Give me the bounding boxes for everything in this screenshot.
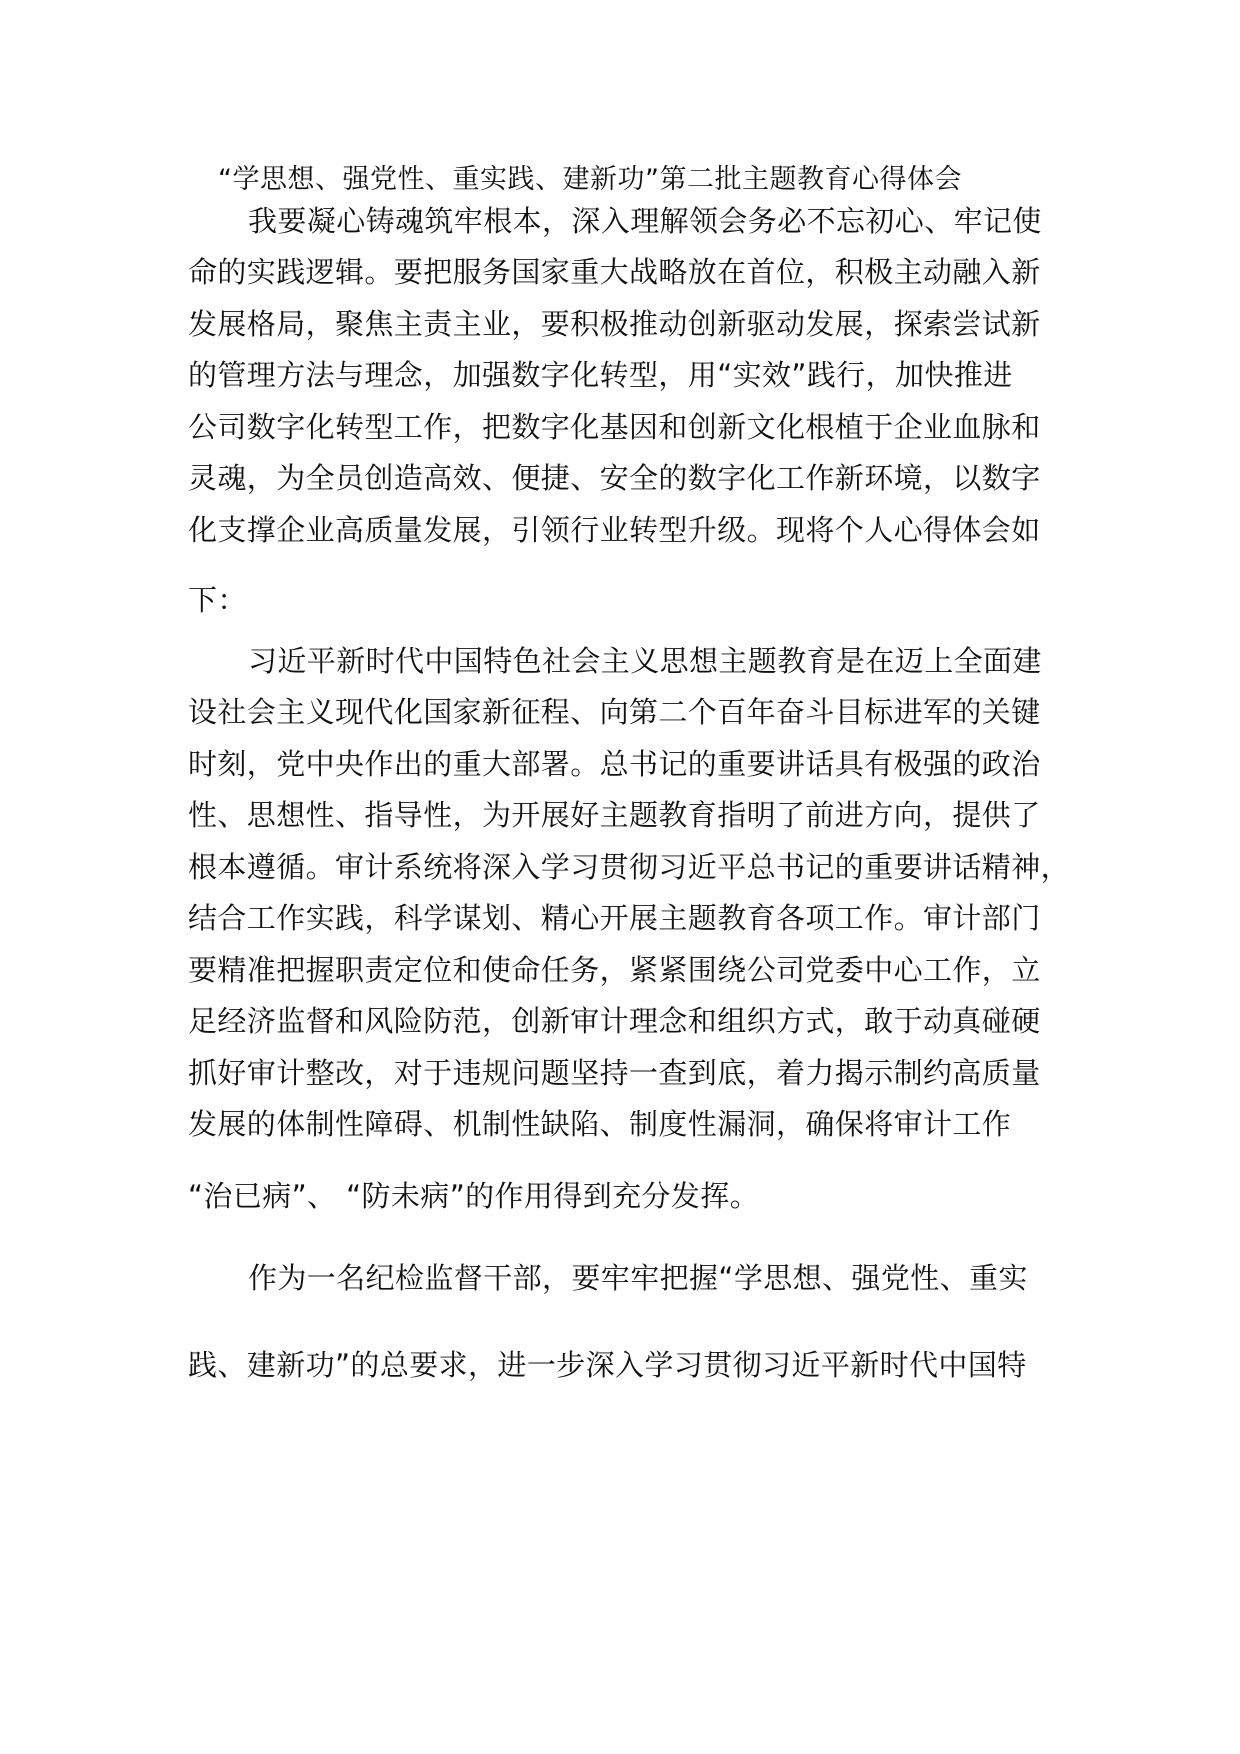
paragraph-2-line-10: 发展的体制性障碍、机制性缺陷、制度性漏洞，确保将审计工作 (188, 1107, 1012, 1141)
paragraph-1-line-2: 命的实践逻辑。要把服务国家重大战略放在首位，积极主动融入新 (188, 255, 1041, 289)
paragraph-2-line-1: 习近平新时代中国特色社会主义思想主题教育是在迈上全面建 (248, 644, 1042, 678)
paragraph-2-line-5: 根本遵循。审计系统将深入学习贯彻习近平总书记的重要讲话精神， (188, 850, 1071, 884)
paragraph-2-line-8: 足经济监督和风险防范，创新审计理念和组织方式，敢于动真碰硬 (188, 1004, 1041, 1038)
paragraph-1-line-4: 的管理方法与理念，加强数字化转型，用“实效”践行，加快推进 (188, 358, 1013, 392)
paragraph-1-line-6: 灵魂，为全员创造高效、便捷、安全的数字化工作新环境，以数字 (188, 461, 1041, 495)
paragraph-2-line-7: 要精准把握职责定位和使命任务，紧紧围绕公司党委中心工作，立 (188, 953, 1041, 987)
paragraph-3-line-2: 践、建新功”的总要求，进一步深入学习贯彻习近平新时代中国特 (188, 1348, 1027, 1382)
paragraph-3-line-1: 作为一名纪检监督干部，要牢牢把握“学思想、强党性、重实 (248, 1261, 1028, 1295)
paragraph-2-line-2: 设社会主义现代化国家新征程、向第二个百年奋斗目标进军的关键 (188, 695, 1041, 729)
paragraph-2-line-11: “治已病”、 “防未病”的作用得到充分发挥。 (188, 1179, 760, 1213)
paragraph-2-line-4: 性、思想性、指导性，为开展好主题教育指明了前进方向，提供了 (188, 798, 1041, 832)
paragraph-1-line-8: 下： (188, 583, 247, 617)
paragraph-1-line-3: 发展格局，聚焦主责主业，要积极推动创新驱动发展，探索尝试新 (188, 307, 1041, 341)
paragraph-1-line-1: 我要凝心铸魂筑牢根本，深入理解领会务必不忘初心、牢记使 (248, 204, 1042, 238)
paragraph-2-line-9: 抓好审计整改，对于违规问题坚持一查到底，着力揭示制约高质量 (188, 1056, 1041, 1090)
paragraph-2-line-3: 时刻，党中央作出的重大部署。总书记的重要讲话具有极强的政治 (188, 747, 1041, 781)
paragraph-1-line-5: 公司数字化转型工作，把数字化基因和创新文化根植于企业血脉和 (188, 410, 1041, 444)
paragraph-2-line-6: 结合工作实践，科学谋划、精心开展主题教育各项工作。审计部门 (188, 901, 1041, 935)
document-title: “学思想、强党性、重实践、建新功”第二批主题教育心得体会 (218, 164, 962, 195)
paragraph-1-line-7: 化支撑企业高质量发展，引领行业转型升级。现将个人心得体会如 (188, 513, 1041, 547)
